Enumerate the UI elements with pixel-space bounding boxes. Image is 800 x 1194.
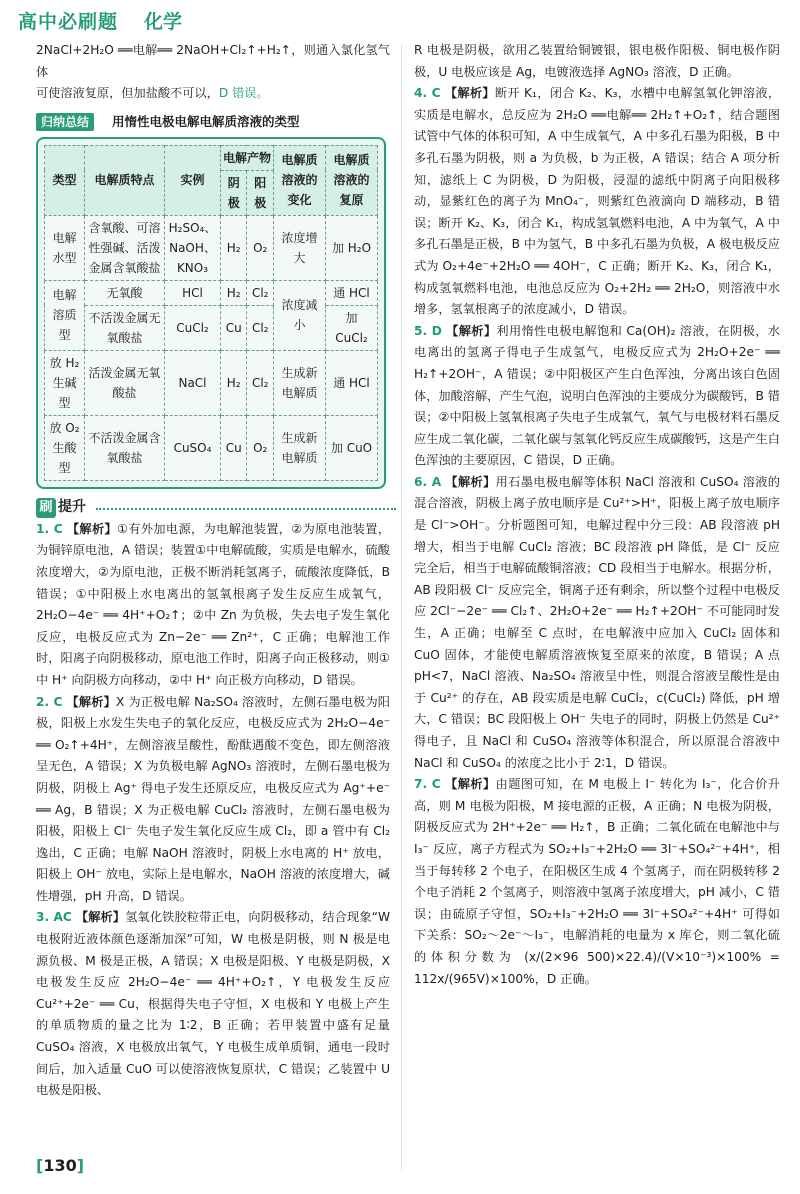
- intro-text: [36, 40, 390, 105]
- cell-change: 浓度增大: [274, 215, 326, 280]
- left-column: [36, 40, 390, 1102]
- page-number: [130]: [36, 1156, 85, 1175]
- cell-restore: 加 H₂O: [326, 215, 378, 280]
- analysis-tag: 【解析】: [444, 86, 495, 101]
- th-anode: 阳极: [247, 170, 274, 215]
- answer-text: 断开 K₁，闭合 K₂、K₃，水槽中电解氢氧化钾溶液，实质是电解水，总反应为 2H₂O ══电解══ 2H₂↑+O₂↑，结合题图试管中气体的体积可知，A 中生成氧气，A 中多孔石墨为阳极，B 中多孔石墨为阴极，则 a 为负极，b 为正极，A 错误；结合 A 项分析知，滤纸上 C 为阴极，D 为阳极，浸湿的滤纸中阴离子向阳极移动，显紫红色的离子为 MnO₄⁻，则紫红色液滴向 D 端移动，B 错误；断开 K₂、K₃，闭合 K₁，构成氢氧燃料电池，A 中为氧气，A 中多孔石墨是正极，B 中为氢气，B 中多孔石墨为负极，A 极电极反应式为 O₂+4e⁻+2H₂O ══ 4OH⁻，C 正确；断开 K₂、K₃，闭合 K₁，构成氢氧燃料电池，电池总反应为 O₂+2H₂ ══ 2H₂O，则溶液中水增多，氢氧根离子的浓度减小，D 错误。: [414, 86, 781, 317]
- answer-text: ①有外加电源，为电解池装置，②为原电池装置，为铜锌原电池，A 错误；装置①中电解硫酸，实质是电解水，硫酸浓度增大，②为原电池，正极不断消耗氢离子，硫酸浓度降低，B 错误；①中阳极上水电离出的氢氧根离子发生反应生成氧气，2H₂O−4e⁻ ══ 4H⁺+O₂↑；②中 Zn 为负极，失去电子发生氧化反应，电极反应式为 Zn−2e⁻ ══ Zn²⁺，C 正确；电解池工作时，阳离子向阴极移动，原电池工作时，阳离子向正极移动，则①中 H⁺ 向阴极方向移动，②中 H⁺ 向正极方向移动，D 错误。: [36, 521, 391, 687]
- answer-item: [414, 774, 780, 990]
- cell-cathode: H₂: [221, 280, 247, 305]
- cell-restore: 加 CuO: [326, 415, 378, 480]
- table-row: [45, 350, 378, 415]
- cell-example: HCl: [165, 280, 221, 305]
- th-example: 实例: [165, 145, 221, 215]
- intro-line-1: 2NaCl+2H₂O ══电解══ 2NaOH+Cl₂↑+H₂↑，则通入氯化氢气体: [36, 43, 390, 79]
- cell-type: 放 O₂ 生酸型: [45, 415, 85, 480]
- summary-table-box: [36, 137, 386, 489]
- cell-restore: 通 HCl: [326, 280, 378, 305]
- th-cathode: 阴极: [221, 170, 247, 215]
- answer-text: 氢氧化铁胶粒带正电，向阴极移动，结合现象“W 电极附近液体颜色逐渐加深”可知，W 电极是阴极，则 N 极是电源负极、M 极是正极，A 错误；X 电极是阳极、Y 电极是阴极，X 电极发生反应 2H₂O−4e⁻ ══ 4H⁺+O₂↑，Y 电极发生反应 Cu²⁺+2e⁻ ══ Cu，根据得失电子守恒，X 电极和 Y 电极上产生的单质物质的量之比为 1∶2，B 正确；若甲装置中盛有足量 CuSO₄ 溶液，X 电极放出氧气，Y 电极生成单质铜，通电一段时间后，加入适量 CuO 可以使溶液恢复原状，C 错误；乙装置中 U 电极是阳极、: [36, 910, 391, 1098]
- cell-change: 浓度减小: [274, 280, 326, 350]
- answer-text: R 电极是阴极，欲用乙装置给铜镀银，银电极作阳极、铜电极作阴极，U 电极应该是 Ag，电镀液选择 AgNO₃ 溶液，D 正确。: [414, 43, 780, 79]
- answer-number: 3. AC: [36, 910, 72, 925]
- answer-item: [36, 519, 390, 692]
- table-row: [45, 305, 378, 350]
- cell-cathode: Cu: [221, 415, 247, 480]
- cell-example: CuCl₂: [165, 305, 221, 350]
- th-product: 电解产物: [221, 145, 274, 170]
- cell-anode: Cl₂: [247, 280, 274, 305]
- cell-example: NaCl: [165, 350, 221, 415]
- cell-cathode: H₂: [221, 215, 247, 280]
- cell-restore: 加 CuCl₂: [326, 305, 378, 350]
- summary-title: 用惰性电极电解电解质溶液的类型: [112, 113, 300, 129]
- cell-feature: 不活泼金属含氧酸盐: [85, 415, 165, 480]
- analysis-tag: 【解析】: [445, 474, 496, 489]
- cell-change: 生成新电解质: [274, 415, 326, 480]
- intro-answer: D 错误。: [218, 86, 269, 101]
- answer-item: [36, 907, 390, 1101]
- analysis-tag: 【解析】: [66, 694, 116, 709]
- answer-text: 利用惰性电极电解饱和 Ca(OH)₂ 溶液，在阴极，水电离出的氢离子得电子生成氢气，电极反应式为 2H₂O+2e⁻ ══ H₂↑+2OH⁻，A 错误；②中阳极区产生白色浑浊，分离出该白色固体，加酸溶解，产生气泡，说明白色浑浊的主要成分为碳酸钙，B 错误；②中阳极上氢氧根离子失电子生成氧气，氧气与电极材料石墨反应生成二氧化碳，二氧化碳与氢氧化钙反应生成碳酸钙，这是产生白色浑浊的主要原因，C 错误，D 正确。: [414, 323, 780, 468]
- th-type: 类型: [45, 145, 85, 215]
- analysis-tag: 【解析】: [75, 910, 126, 925]
- cell-cathode: H₂: [221, 350, 247, 415]
- answer-number: 4. C: [414, 86, 441, 101]
- cell-feature: 无氧酸: [85, 280, 165, 305]
- analysis-tag: 【解析】: [66, 521, 118, 536]
- column-divider: [401, 45, 402, 1170]
- cell-type: 电解溶质型: [45, 280, 85, 350]
- intro-line-2: 可使溶液复原，但加盐酸不可以，: [36, 86, 219, 101]
- cell-feature: 不活泼金属无氧酸盐: [85, 305, 165, 350]
- answer-number: 6. A: [414, 474, 442, 489]
- cell-anode: O₂: [247, 215, 274, 280]
- summary-badge: 归纳总结: [36, 113, 94, 131]
- th-feature: 电解质特点: [85, 145, 165, 215]
- cell-restore: 通 HCl: [326, 350, 378, 415]
- upgrade-divider: [96, 508, 396, 510]
- answer-number: 2. C: [36, 694, 63, 709]
- answer-text: X 为正极电解 Na₂SO₄ 溶液时，左侧石墨电极为阳极，阳极上水发生失电子的氧化反应，电极反应式为 2H₂O−4e⁻ ══ O₂↑+4H⁺，左侧溶液呈酸性，酚酞遇酸不变色，即左侧溶液呈无色，A 错误；X 为负极电解 AgNO₃ 溶液时，左侧石墨电极为阴极，阴极上 Ag⁺ 得电子发生还原反应，电极反应式为 Ag⁺+e⁻ ══ Ag，B 错误；X 为正极电解 CuCl₂ 溶液时，左侧石墨电极为阳极，阳极上 Cl⁻ 失电子发生氧化反应生成 Cl₂，即 a 管中有 Cl₂ 逸出，C 正确；电解 NaOH 溶液时，阴极上水电离的 H⁺ 放电，阳极上 OH⁻ 放电，实际上是电解水，NaOH 溶液的浓度增大，碱性增强，pH 升高，D 错误。: [36, 694, 390, 903]
- table-row: [45, 215, 378, 280]
- electrolysis-types-table: [44, 145, 378, 481]
- answer-text: 用石墨电极电解等体积 NaCl 溶液和 CuSO₄ 溶液的混合溶液，阴极上离子放电顺序是 Cu²⁺>H⁺，阳极上离子放电顺序是 Cl⁻>OH⁻。分析题图可知，电解过程中分三段：AB 段溶液 pH 增大，相当于电解 CuCl₂ 溶液；BC 段溶液 pH 降低，是 Cl⁻ 反应完全后，相当于电解硫酸铜溶液；CD 段相当于电解水。根据分析，AB 段阳极 Cl⁻ 反应完全，铜离子还有剩余，所以整个过程中电极反应 2Cl⁻−2e⁻ ══ Cl₂↑、2H₂O+2e⁻ ══ H₂↑+2OH⁻ 不可能同时发生，A 正确；电解至 C 点时，在电解液中应加入 CuCl₂ 固体和 CuO 固体，才能使电解质溶液恢复至原来的浓度，B 错误；A 点 pH<7，NaCl 溶液、Na₂SO₄ 溶液呈中性，则混合溶液呈酸性是由于 Cu²⁺ 的存在，AB 段实质是电解 CuCl₂，c(CuCl₂) 降低，pH 增大，C 错误；BC 段阳极上 OH⁻ 失电子的同时，阴极上仍然是 Cu²⁺ 得电子，且 NaCl 和 CuSO₄ 溶液等体积混合，所以原混合溶液中 NaCl 和 CuSO₄ 的浓度之比小于 2∶1，D 错误。: [414, 474, 780, 770]
- cell-feature: 活泼金属无氧酸盐: [85, 350, 165, 415]
- upgrade-label: 提升: [58, 498, 86, 515]
- answer-number: 1. C: [36, 521, 63, 536]
- upgrade-heading: [36, 497, 390, 519]
- answer-item: [414, 321, 780, 472]
- cell-cathode: Cu: [221, 305, 247, 350]
- answer-text: 由题图可知，在 M 电极上 I⁻ 转化为 I₃⁻，化合价升高，则 M 电极为阳极，M 接电源的正极，A 正确；N 电极为阴极，阴极反应式为 2H⁺+2e⁻ ══ H₂↑，B 正确；二氧化硫在电解池中与 I₃⁻ 反应，离子方程式为 SO₂+I₃⁻+2H₂O ══ 3I⁻+SO₄²⁻+4H⁺，相当于每转移 2 个电子，在阳极区生成 4 个氢离子，而在阴极转移 2 个电子消耗 2 个氢离子，则溶液中氢离子浓度增大，pH 减小，C 错误；由硫原子守恒，SO₂+I₃⁻+2H₂O ══ 3I⁻+SO₄²⁻+4H⁺ 可得如下关系：SO₂～2e⁻～I₃⁻，电解消耗的电量为 x 库仑，则二氧化硫的体积分数为 (x/(2×96 500)×22.4)/(V×10⁻³)×100% = 112x/(965V)×100%，D 正确。: [414, 777, 781, 986]
- cell-feature: 含氧酸、可溶性强碱、活泼金属含氧酸盐: [85, 215, 165, 280]
- answer-item: [414, 83, 780, 321]
- answer-item-continued: [414, 40, 780, 83]
- series-title: 高中必刷题: [18, 11, 119, 33]
- cell-anode: Cl₂: [247, 350, 274, 415]
- cell-change: 生成新电解质: [274, 350, 326, 415]
- answer-number: 7. C: [414, 777, 441, 792]
- table-row: [45, 415, 378, 480]
- cell-anode: Cl₂: [247, 305, 274, 350]
- th-change: 电解质溶液的变化: [274, 145, 326, 215]
- analysis-tag: 【解析】: [446, 323, 497, 338]
- cell-example: CuSO₄: [165, 415, 221, 480]
- summary-heading: [36, 111, 390, 133]
- analysis-tag: 【解析】: [445, 777, 496, 792]
- cell-anode: O₂: [247, 415, 274, 480]
- answer-number: 5. D: [414, 323, 442, 338]
- cell-type: 电解水型: [45, 215, 85, 280]
- answer-item: [414, 472, 780, 774]
- subject-title: 化学: [144, 11, 183, 33]
- th-restore: 电解质溶液的复原: [326, 145, 378, 215]
- table-row: [45, 280, 378, 305]
- page-number-value: 130: [43, 1156, 77, 1175]
- right-column: [414, 40, 780, 990]
- cell-type: 放 H₂ 生碱型: [45, 350, 85, 415]
- page-header: [18, 10, 783, 40]
- cell-example: H₂SO₄、NaOH、KNO₃: [165, 215, 221, 280]
- answer-item: [36, 692, 390, 908]
- upgrade-badge: 刷: [36, 498, 56, 518]
